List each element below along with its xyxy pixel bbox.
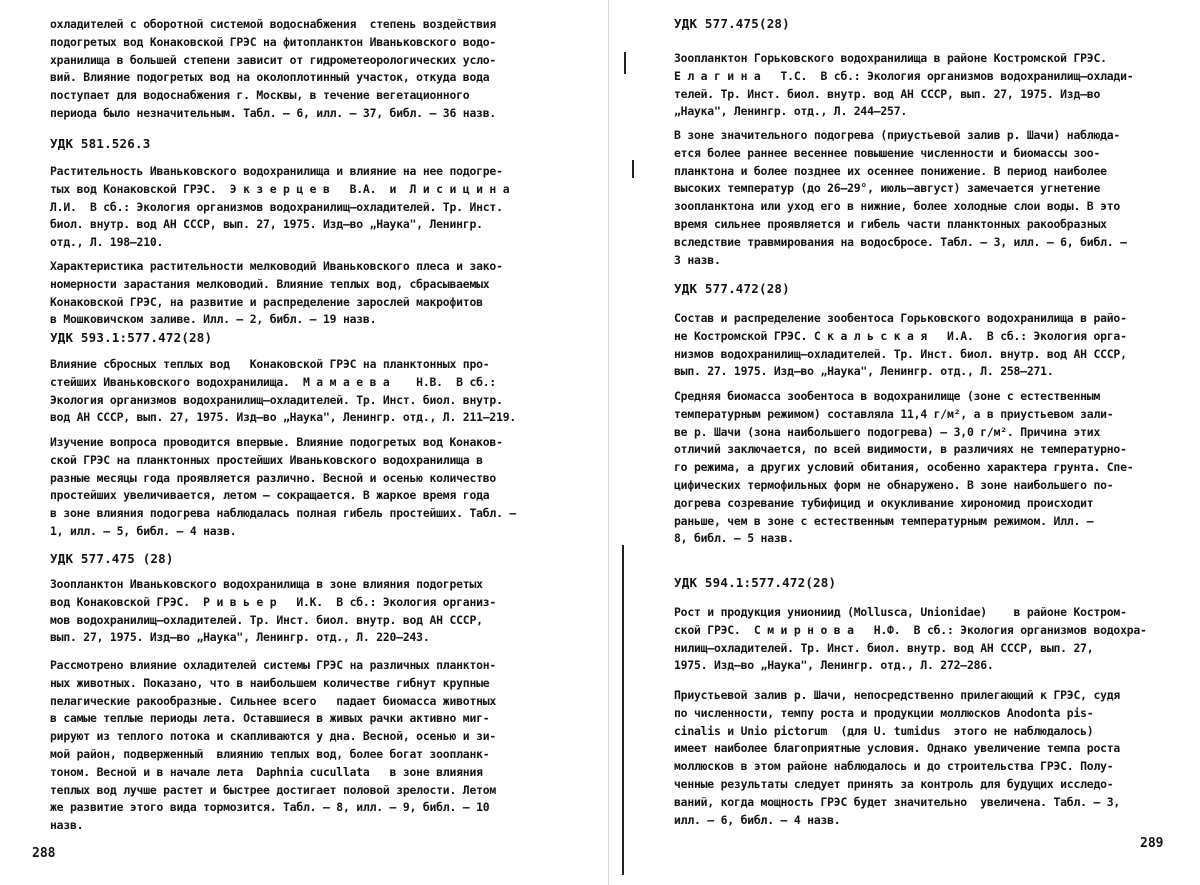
entry-citation: Растительность Иваньковского водохранилища и влияние на нее подогре- тых вод Конаковской ГРЭС. Э к з е р ц е в В.А. и Л и с и ц и н а Л.И. В сб.: Экология организмов водохранилищ–охладителей. Тр. Инст. биол. внутр. вод АН СССР, вып. 27, 1975. Изд–во „Наука", Ленингр. отд., Л. 198–210. [50, 164, 510, 250]
udk-code: УДК 577.475 (28) [50, 551, 174, 566]
entry-abstract: Рассмотрено влияние охладителей системы ГРЭС на различных планктон- ных животных. Показано, что в наибольшем количестве гибнут крупные пелагические ракообразные. Сильнее всего падает биомасса животных в самые теплые периоды лета. Оставшиеся в живых рачки активно миг- рируют из теплого потока и скапливаются у дна. Весной, осенью и зи- мой район, подверженный влиянию теплых вод, более богат зоопланк- тоном. Весной и в начале лета Daphnia cucullata в зоне влияния теплых вод лучше растет и быстрее достигает половой зрелости. Летом же развитие этого вида тормозится. Табл. – 8, илл. – 9, библ. – 10 назв. [50, 658, 497, 833]
entry-abstract: Средняя биомасса зообентоса в водохранилище (зоне с естественным температурным режимом) составляла 11,4 г/м², а в приустьевом зали- ве р. Шачи (зона наибольшего подогрева) – 3,0 г/м². Причина этих отличий заключается, по всей видимости, в различиях не температурно- го режима, а других условий обитания, особенно характера грунта. Спе- цифических термофильных форм не обнаружено. В зоне наибольшего по- догрева созревание тубифицид и окукливание хирономид происходит раньше, чем в зоне с естественным температурным режимом. Илл. – 8, библ. – 5 назв. [674, 389, 1134, 546]
page-number: 289 [1140, 836, 1164, 851]
entry-abstract: В зоне значительного подогрева (приустьевой залив р. Шачи) наблюда- ется более раннее весеннее повышение численности и биомассы зоо- планктона и более позднее их осеннее понижение. В период наиболее высоких температур (до 26–29°, июль–август) замечается угнетение зоопланктона или уход его в нижние, более холодные слои воды. В это время сильнее проявляется и гибель части планктонных ракообразных вследствие травмирования на водосбросе. Табл. – 3, илл. – 6, библ. – 3 назв. [674, 128, 1127, 267]
udk-code: УДК 594.1:577.472(28) [674, 575, 837, 590]
entry-abstract: Приустьевой залив р. Шачи, непосредственно прилегающий к ГРЭС, судя по численности, темпу роста и продукции моллюсков Anodonta pis- cinalis и Unio pictorum (для U. tumidus этого не наблюдалось) имеет наиболее благоприятные условия. Однако увеличение темпа роста моллюсков в этом районе наблюдалось и до строительства ГРЭС. Полу- ченные результаты следует принять за контроль для будущих исследо- ваний, когда мощность ГРЭС будет значительно увеличена. Табл. – 3, илл. – 6, библ. – 4 назв. [674, 688, 1121, 827]
udk-code: УДК 577.472(28) [674, 281, 790, 296]
gutter-mark [632, 160, 634, 178]
entry-citation: Зоопланктон Иваньковского водохранилища в зоне влияния подогретых вод Конаковской ГРЭС. Р и в ь е р И.К. В сб.: Экология организ- мов водохранилищ–охладителей. Тр. Инст. биол. внутр. вод АН СССР, вып. 27, 1975. Изд–во „Наука", Ленингр. отд., Л. 220–243. [50, 577, 497, 645]
udk-code: УДК 593.1:577.472(28) [50, 330, 213, 345]
entry-abstract: Изучение вопроса проводится впервые. Влияние подогретых вод Конаков- ской ГРЭС на планктонных простейших Иваньковского водохранилища в разные месяцы года проявляется различно. Весной и осенью количество простейших увеличивается, летом – сокращается. В жаркое время года в зоне влияния подогрева наблюдалась полная гибель простейших. Табл. – 1, илл. – 5, библ. – 4 назв. [50, 435, 517, 538]
udk-code: УДК 577.475(28) [674, 16, 790, 31]
abstract-continuation: охладителей с оборотной системой водоснабжения степень воздействия подогретых вод Конаковской ГРЭС на фитопланктон Иваньковского водо- хранилища в большей степени зависит от гидрометеорологических усло- вий. Влияние подогретых вод на околоплотинный участок, откуда вода поступает для водоснабжения г. Москвы, в течение вегетационного периода было незначительным. Табл. – 6, илл. – 37, библ. – 36 назв. [50, 17, 497, 120]
page-gutter [608, 0, 609, 885]
entry-citation: Зоопланктон Горьковского водохранилища в районе Костромской ГРЭС. Е л а г и н а Т.С. В сб.: Экология организмов водохранилищ–охлади- телей. Тр. Инст. биол. внутр. вод АН СССР, вып. 27, 1975. Изд–во „Наука", Ленингр. отд., Л. 244–257. [674, 51, 1134, 119]
udk-code: УДК 581.526.3 [50, 136, 151, 151]
gutter-mark [624, 52, 626, 74]
entry-citation: Состав и распределение зообентоса Горьковского водохранилища в райо- не Костромской ГРЭС. С к а л ь с к а я И.А. В сб.: Экология орга- низмов водохранилищ–охладителей. Тр. Инст. биол. внутр. вод АН СССР, вып. 27. 1975. Изд–во „Наука", Ленингр. отд., Л. 258–271. [674, 311, 1127, 379]
page-number: 288 [32, 846, 56, 861]
entry-abstract: Характеристика растительности мелководий Иваньковского плеса и зако- номерности зарастания мелководий. Влияние теплых вод, сбрасываемых Конаковской ГРЭС, на развитие и распределение зарослей макрофитов в Мошковичском заливе. Илл. – 2, библ. – 19 назв. [50, 259, 503, 327]
entry-citation: Рост и продукция униониид (Mollusca, Unionidae) в районе Костром- ской ГРЭС. С м и р н о в а Н.Ф. В сб.: Экология организмов водохра- нилищ–охладителей. Тр. Инст. биол. внутр. вод АН СССР, вып. 27, 1975. Изд–во „Наука", Ленингр. отд., Л. 272–286. [674, 605, 1147, 673]
gutter-mark [622, 545, 624, 875]
entry-citation: Влияние сбросных теплых вод Конаковской ГРЭС на планктонных про- стейших Иваньковского водохранилища. М а м а е в а Н.В. В сб.: Экология организмов водохранилищ–охладителей. Тр. Инст. биол. внутр. вод АН СССР, вып. 27, 1975. Изд–во „Наука", Ленингр. отд., Л. 211–219. [50, 357, 517, 425]
